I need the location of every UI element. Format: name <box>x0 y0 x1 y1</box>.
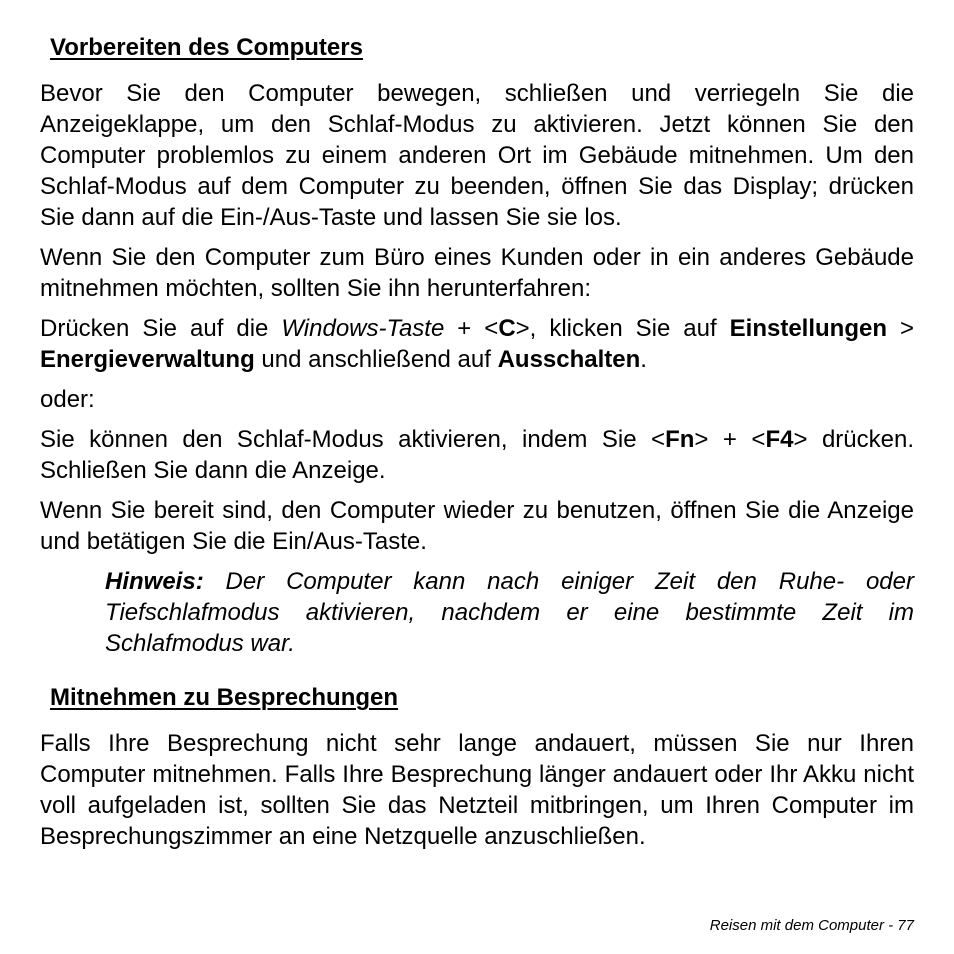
paragraph-or: oder: <box>40 386 95 413</box>
shutdown-label: Ausschalten <box>497 346 641 373</box>
paragraph-shutdown-steps <box>40 313 914 375</box>
text-run: > + < <box>694 426 766 453</box>
windows-key-label: Windows-Taste <box>281 315 445 342</box>
section-heading-besprechungen: Mitnehmen zu Besprechungen <box>50 684 399 711</box>
key-fn-label: Fn <box>665 426 695 453</box>
settings-label: Einstellungen <box>729 315 888 342</box>
text-run: > <box>887 315 915 342</box>
document-page <box>40 30 914 852</box>
paragraph-resume: Wenn Sie bereit sind, den Computer wieder zu benutzen, öffnen Sie die Anzeige und betätigen Sie die Ein/Aus-Taste. <box>40 497 914 555</box>
text-run: Drücken Sie auf die <box>40 315 282 342</box>
page-footer: Reisen mit dem Computer - 77 <box>709 917 914 934</box>
paragraph-meetings: Falls Ihre Besprechung nicht sehr lange andauert, müssen Sie nur Ihren Computer mitnehmen. Falls Ihre Besprechung länger andauert oder Ihr Akku nicht voll aufgeladen ist, sollten Sie das Netzteil mitbringen, um Ihren Computer im Besprechungszimmer an eine Netzquelle anzuschließen. <box>40 730 914 850</box>
section-heading-vorbereiten: Vorbereiten des Computers <box>50 34 363 61</box>
text-run: > drücken. Schließen Sie dann die Anzeige. <box>40 426 915 484</box>
power-management-label: Energieverwaltung <box>40 346 255 373</box>
key-c-label: C <box>498 315 516 342</box>
paragraph-sleep-mode: Bevor Sie den Computer bewegen, schließen und verriegeln Sie die Anzeigeklappe, um den Schlaf-Modus zu aktivieren. Jetzt können Sie den Computer problemlos zu einem anderen Ort im Gebäude mitnehmen. Um den Schlaf-Modus auf dem Computer zu beenden, öffnen Sie das Display; drücken Sie dann auf die Ein-/Aus-Taste und lassen Sie sie los. <box>40 80 914 231</box>
text-run: + < <box>444 315 499 342</box>
text-run: und anschließend auf <box>254 346 498 373</box>
text-run: Sie können den Schlaf-Modus aktivieren, indem Sie < <box>40 426 666 453</box>
key-f4-label: F4 <box>765 426 794 453</box>
text-run: . <box>640 346 647 373</box>
paragraph-fn-f4 <box>40 424 914 486</box>
text-run: >, klicken Sie auf <box>515 315 730 342</box>
note-label: Hinweis: <box>105 568 204 595</box>
note-block <box>105 566 914 659</box>
paragraph-shutdown-intro: Wenn Sie den Computer zum Büro eines Kunden oder in ein anderes Gebäude mitnehmen möchten, sollten Sie ihn herunterfahren: <box>40 244 914 302</box>
note-text: Der Computer kann nach einiger Zeit den Ruhe- oder Tiefschlafmodus aktivieren, nachdem er eine bestimmte Zeit im Schlafmodus war. <box>105 568 914 657</box>
